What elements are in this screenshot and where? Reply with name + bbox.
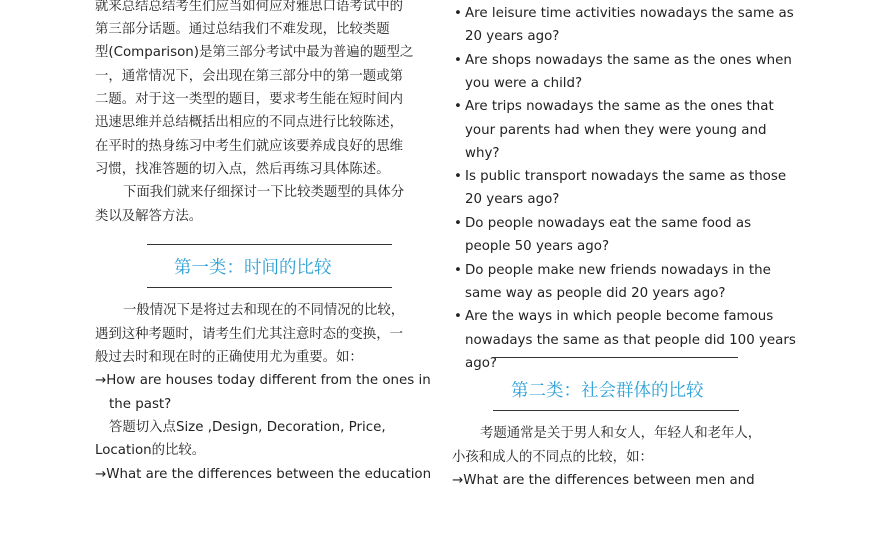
- intro-line: 在平时的热身练习中考生们就应该要养成良好的思维: [95, 139, 403, 154]
- question-text: Do people nowadays eat the same food as: [465, 216, 752, 231]
- bullet-icon: •: [454, 309, 462, 324]
- question-text: Are the ways in which people become famous: [465, 309, 774, 324]
- question-text: Are shops nowadays the same as the ones when: [465, 53, 792, 68]
- question-text: ago?: [465, 356, 498, 371]
- intro-line: 型(Comparison)是第三部分考试中最为普遍的题型之: [95, 45, 414, 60]
- question-text: 20 years ago?: [465, 29, 560, 44]
- intro-line: 类以及解答方法。: [95, 209, 203, 224]
- question-text: why?: [465, 146, 500, 161]
- intro-line: 一，通常情况下，会出现在第三部分中的第一题或第: [95, 69, 403, 84]
- example-question: →What are the differences between the education: [95, 467, 432, 482]
- heading-rule-top: [147, 244, 392, 245]
- intro-line: 习惯，找准答题的切入点，然后再练习具体陈述。: [95, 162, 390, 177]
- bullet-icon: •: [454, 216, 462, 231]
- bullet-icon: •: [454, 263, 462, 278]
- bullet-icon: •: [454, 6, 462, 21]
- example-question: →What are the differences between men and: [452, 473, 755, 488]
- answer-hint: Location的比较。: [95, 443, 206, 458]
- body-line: 小孩和成人的不同点的比较，如：: [452, 450, 653, 465]
- body-line: 般过去时和现在时的正确使用尤为重要。如：: [95, 350, 363, 365]
- intro-line: 就来总结总结考生们应当如何应对雅思口语考试中的: [95, 0, 403, 14]
- body-line: 考题通常是关于男人和女人，年轻人和老年人，: [480, 426, 762, 441]
- question-text: Are leisure time activities nowadays the same as: [465, 6, 794, 21]
- bullet-icon: •: [454, 99, 462, 114]
- section-heading-social: 第二类：社会群体的比较: [511, 381, 704, 401]
- heading-rule-top: [494, 357, 738, 358]
- question-text: nowadays the same as that people did 100 years: [465, 333, 796, 348]
- example-question: the past?: [109, 397, 172, 412]
- example-question: →How are houses today different from the ones in: [95, 373, 431, 388]
- section-heading-time: 第一类：时间的比较: [174, 258, 332, 278]
- question-text: 20 years ago?: [465, 192, 560, 207]
- intro-line: 下面我们就来仔细探讨一下比较类题型的具体分: [123, 185, 405, 200]
- heading-rule-bottom: [147, 287, 392, 288]
- heading-rule-bottom: [493, 410, 739, 411]
- question-text: people 50 years ago?: [465, 239, 610, 254]
- bullet-icon: •: [454, 169, 462, 184]
- body-line: 一般情况下是将过去和现在的不同情况的比较，: [123, 303, 405, 318]
- question-text: your parents had when they were young and: [465, 123, 767, 138]
- bullet-icon: •: [454, 53, 462, 68]
- question-text: you were a child?: [465, 76, 583, 91]
- answer-hint: 答题切入点Size ,Design, Decoration, Price,: [109, 420, 386, 435]
- question-text: same way as people did 20 years ago?: [465, 286, 726, 301]
- question-text: Do people make new friends nowadays in the: [465, 263, 771, 278]
- intro-line: 二题。对于这一类型的题目，要求考生能在短时间内: [95, 92, 403, 107]
- question-text: Are trips nowadays the same as the ones that: [465, 99, 774, 114]
- intro-line: 第三部分话题。通过总结我们不难发现，比较类题: [95, 22, 390, 37]
- intro-line: 迅速思维并总结概括出相应的不同点进行比较陈述，: [95, 115, 403, 130]
- question-text: Is public transport nowadays the same as those: [465, 169, 787, 184]
- body-line: 遇到这种考题时，请考生们尤其注意时态的变换，一: [95, 327, 403, 342]
